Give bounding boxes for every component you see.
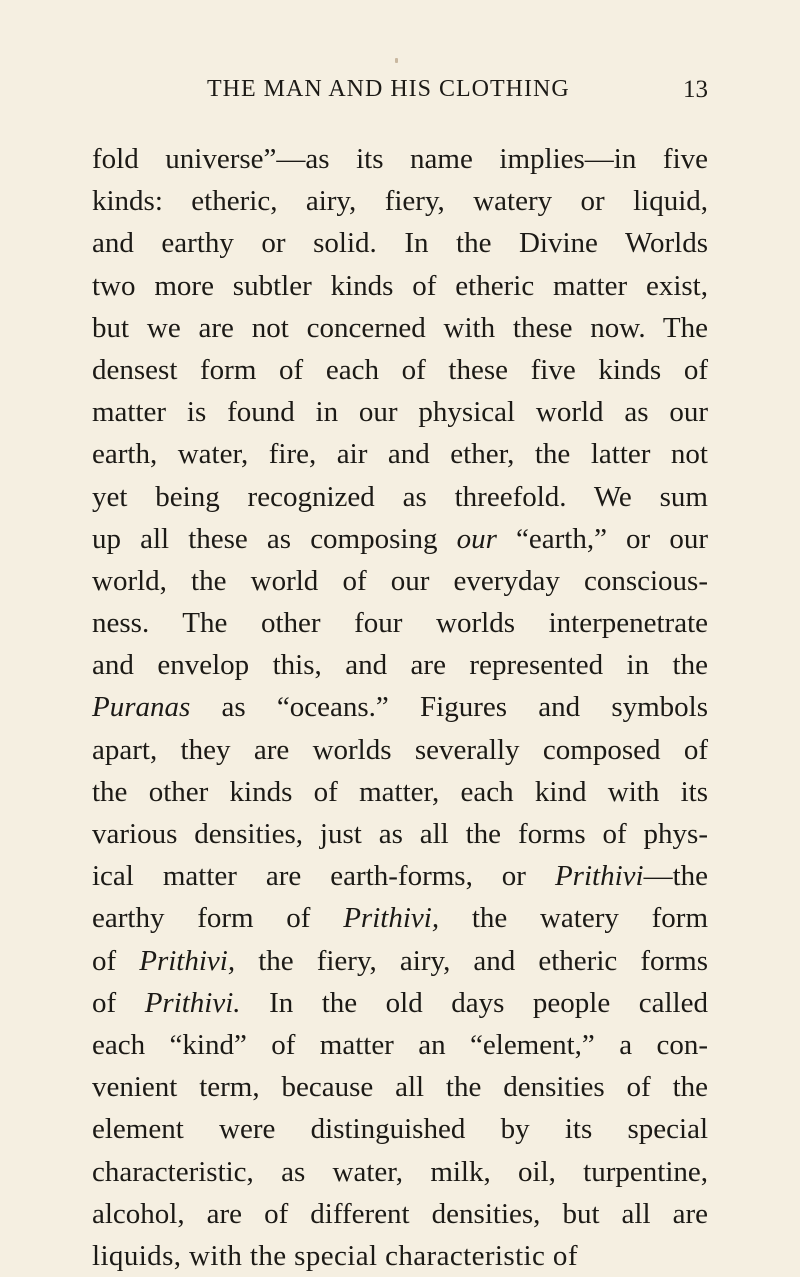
- text-segment: earthy form of: [92, 902, 344, 935]
- text-line: [92, 560, 708, 602]
- text-line: [92, 1151, 708, 1193]
- text-line: [92, 518, 708, 560]
- text-segment: alcohol, are of different densities, but all are: [92, 1197, 708, 1230]
- text-segment: as “oceans.” Figures and symbols: [190, 691, 708, 724]
- text-line: [92, 307, 708, 349]
- text-segment: fold universe”—as its name implies—in five: [92, 143, 708, 175]
- text-line: [92, 1193, 708, 1235]
- text-segment: two more subtler kinds of etheric matter exist,: [92, 269, 708, 302]
- text-segment: of: [92, 986, 145, 1019]
- text-segment: but we are not concerned with these now. The: [92, 311, 708, 344]
- text-line: [92, 897, 708, 939]
- text-line: [92, 349, 708, 391]
- text-segment: up all these as composing: [92, 522, 457, 555]
- text-segment: densest form of each of these five kinds of: [92, 353, 708, 386]
- text-segment: the watery form: [439, 902, 708, 935]
- italic-text: Prithivi,: [139, 944, 236, 977]
- text-segment: characteristic, as water, milk, oil, turpentine,: [92, 1155, 708, 1188]
- text-line: [92, 982, 708, 1024]
- running-head: [0, 76, 800, 110]
- text-line: [92, 1235, 708, 1277]
- text-line: [92, 813, 708, 855]
- text-segment: venient term, because all the densities of the: [92, 1071, 708, 1104]
- text-line: [92, 855, 708, 897]
- text-line: [92, 1024, 708, 1066]
- text-line: [92, 1066, 708, 1108]
- text-segment: earth, water, fire, air and ether, the latter not: [92, 438, 708, 471]
- text-line: [92, 222, 708, 264]
- text-line: [92, 729, 708, 771]
- text-line: [92, 602, 708, 644]
- text-line: [92, 1108, 708, 1150]
- text-segment: —the: [643, 860, 708, 893]
- text-line: [92, 686, 708, 728]
- italic-text: Puranas: [92, 691, 191, 724]
- text-line: [92, 391, 708, 433]
- text-segment: In the old days people called: [240, 986, 708, 1019]
- text-segment: the other kinds of matter, each kind with its: [92, 775, 708, 808]
- text-segment: world, the world of our everyday conscious-: [92, 564, 708, 597]
- text-line: [92, 433, 708, 475]
- body-text: [92, 138, 708, 1277]
- text-segment: kinds: etheric, airy, fiery, watery or liquid,: [92, 185, 708, 218]
- text-segment: the fiery, airy, and etheric forms: [235, 944, 708, 977]
- text-segment: matter is found in our physical world as our: [92, 396, 708, 429]
- italic-text: Prithivi,: [343, 902, 440, 935]
- paper-speck: [395, 58, 398, 63]
- text-line: [92, 180, 708, 222]
- text-segment: ness. The other four worlds interpenetrate: [92, 607, 708, 640]
- text-segment: ical matter are earth-forms, or: [92, 860, 555, 893]
- page-number: 13: [683, 76, 708, 103]
- italic-text: Prithivi.: [144, 986, 241, 1019]
- text-segment: element were distinguished by its special: [92, 1113, 708, 1146]
- italic-text: our: [456, 522, 497, 555]
- text-line: [92, 644, 708, 686]
- text-segment: liquids, with the special characteristic of: [92, 1239, 578, 1272]
- text-segment: apart, they are worlds severally composed of: [92, 733, 708, 766]
- text-segment: “earth,” or our: [496, 522, 708, 555]
- text-line: [92, 476, 708, 518]
- text-line: [92, 771, 708, 813]
- text-segment: and earthy or solid. In the Divine Worlds: [92, 227, 708, 260]
- text-segment: each “kind” of matter an “element,” a con-: [92, 1028, 708, 1061]
- text-segment: various densities, just as all the forms of phys-: [92, 818, 708, 850]
- running-title: THE MAN AND HIS CLOTHING: [207, 76, 570, 102]
- text-line: [92, 940, 708, 982]
- italic-text: Prithivi: [554, 860, 644, 893]
- text-segment: of: [92, 944, 140, 977]
- text-segment: and envelop this, and are represented in the: [92, 649, 708, 682]
- text-line: [92, 265, 708, 307]
- text-segment: yet being recognized as threefold. We sum: [92, 480, 708, 513]
- text-line: [92, 138, 708, 180]
